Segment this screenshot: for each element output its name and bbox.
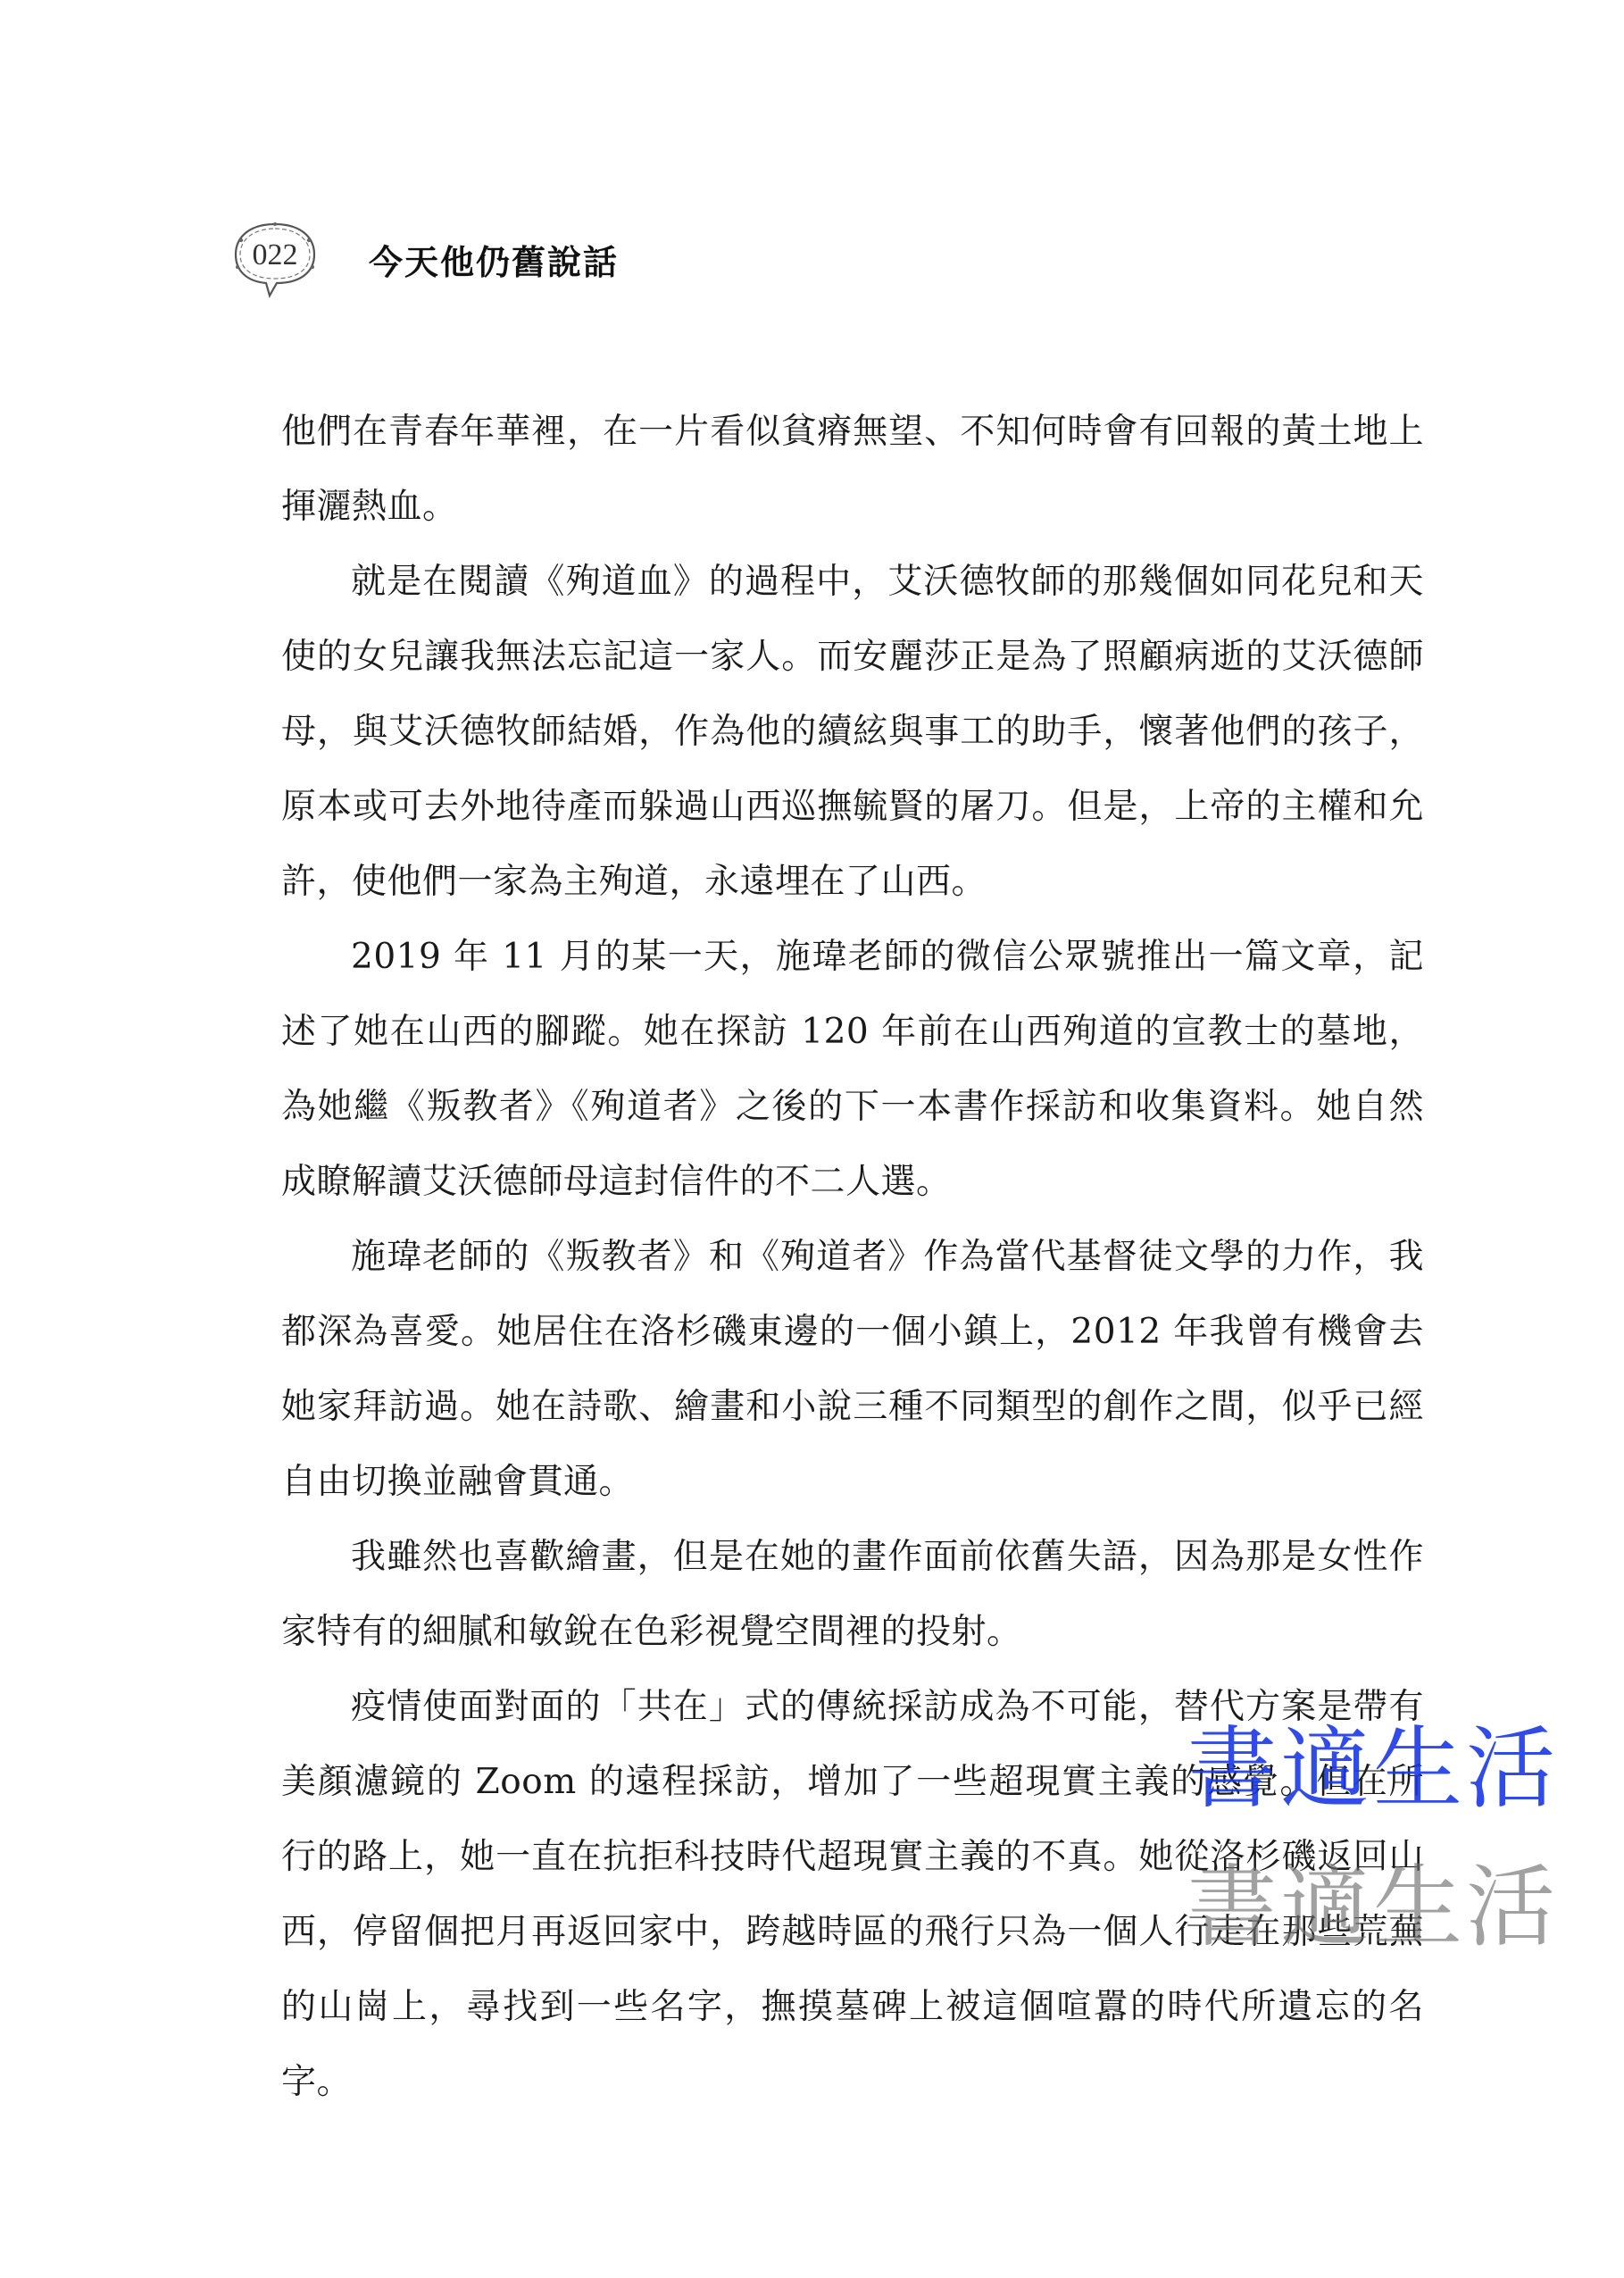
paragraph: 疫情使面對面的「共在」式的傳統採訪成為不可能，替代方案是帶有美顏濾鏡的 Zoom 的遠程採訪，增加了一些超現實主義的感覺。但在所行的路上，她一直在抗拒科技時代超現實主義的不真。她從洛杉磯返回山西，停留個把月再返回家中，跨越時區的飛行只為一個人行走在那些荒蕪的山崗上，尋找到一些名字，撫摸墓碑上被這個喧囂的時代所遺忘的名字。 [281, 1687, 1424, 2102]
paragraph: 施瑋老師的《叛教者》和《殉道者》作為當代基督徒文學的力作，我都深為喜愛。她居住在洛杉磯東邊的一個小鎮上，2012 年我曾有機會去她家拜訪過。她在詩歌、繪畫和小說三種不同類型的創作之間，似乎已經自由切換並融會貫通。 [281, 1237, 1424, 1502]
paragraph: 他們在青春年華裡，在一片看似貧瘠無望、不知何時會有回報的黃土地上揮灑熱血。 [281, 412, 1424, 527]
paragraph: 我雖然也喜歡繪畫，但是在她的畫作面前依舊失語，因為那是女性作家特有的細膩和敏銳在色彩視覺空間裡的投射。 [281, 1537, 1424, 1652]
paragraph: 就是在閱讀《殉道血》的過程中，艾沃德牧師的那幾個如同花兒和天使的女兒讓我無法忘記這一家人。而安麗莎正是為了照顧病逝的艾沃德師母，與艾沃德牧師結婚，作為他的續絃與事工的助手，懷著他們的孩子，原本或可去外地待產而躲過山西巡撫毓賢的屠刀。但是，上帝的主權和允許，使他們一家為主殉道，永遠埋在了山西。 [281, 562, 1424, 902]
paragraph: 2019 年 11 月的某一天，施瑋老師的微信公眾號推出一篇文章，記述了她在山西的腳蹤。她在探訪 120 年前在山西殉道的宣教士的墓地，為她繼《叛教者》《殉道者》之後的下一本書作採訪和收集資料。她自然成瞭解讀艾沃德師母這封信件的不二人選。 [281, 937, 1424, 1202]
running-title: 今天他仍舊說話 [369, 241, 620, 282]
page-number: 022 [252, 238, 298, 271]
page-number-badge [230, 219, 320, 299]
watermark-blue: 書適生活 [1187, 1716, 1559, 1821]
page-header [230, 214, 619, 304]
watermark-gray: 書適生活 [1187, 1855, 1559, 1959]
